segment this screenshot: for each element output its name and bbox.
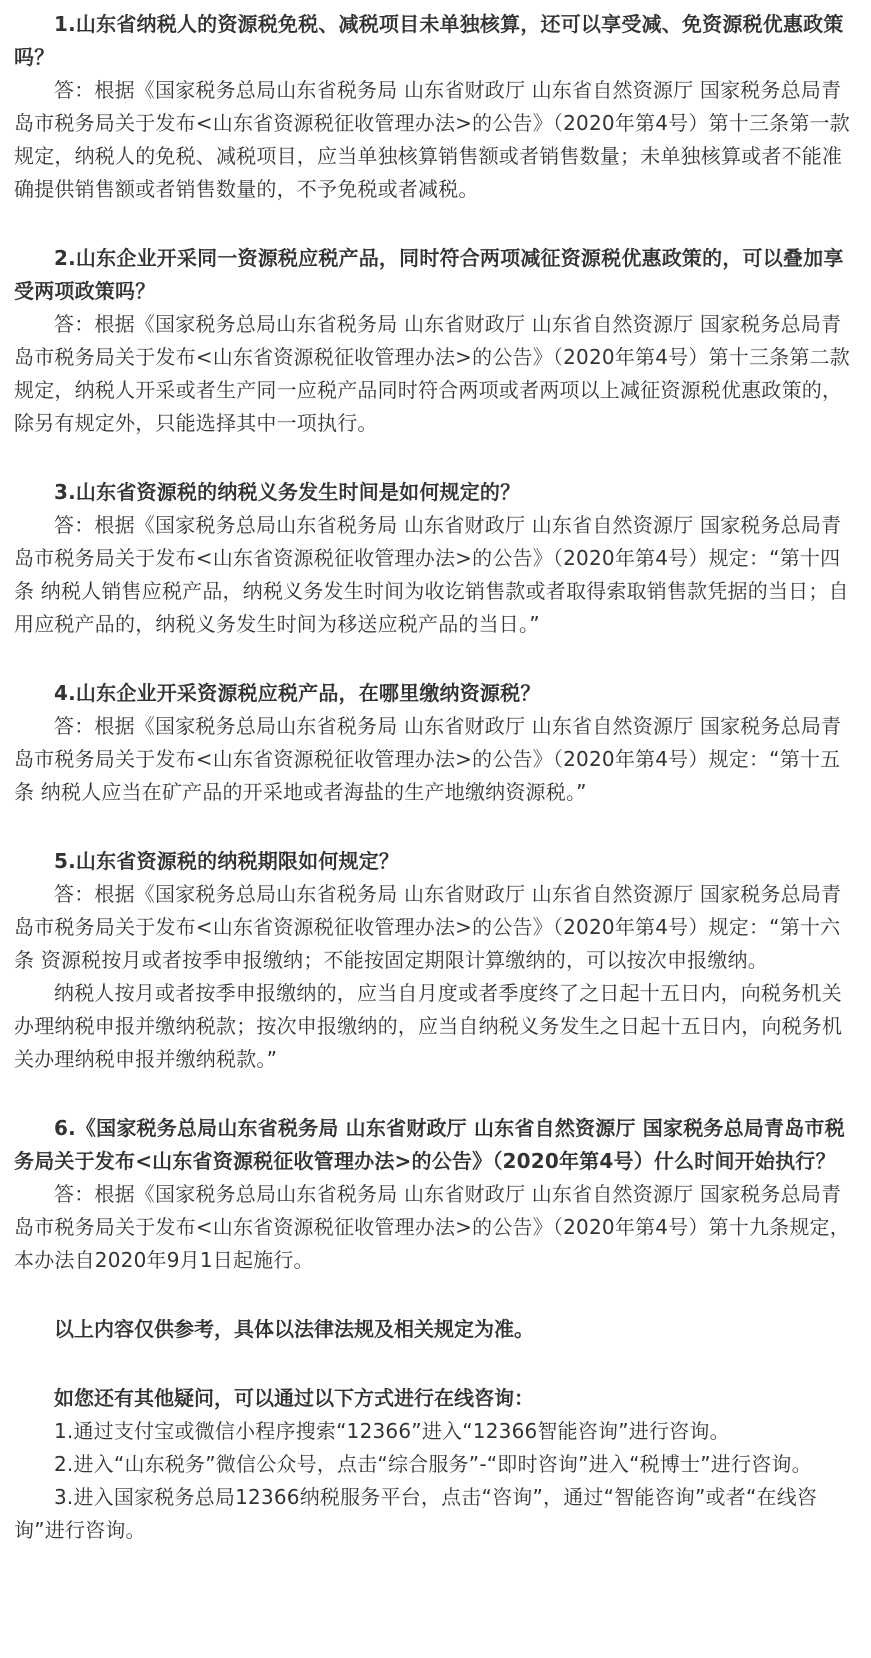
question-5: 5.山东省资源税的纳税期限如何规定？ [54,849,400,873]
answer-5-paragraph-1: 答：根据《国家税务总局山东省税务局 山东省财政厅 山东省自然资源厅 国家税务总局青岛市税务局关于发布<山东省资源税征收管理办法>的公告》（2020年第4号）规定：“第十六条 资源税按月或者按季申报缴纳；不能按固定期限计算缴纳的，可以按次申报缴纳。 [14,882,842,972]
qa-item-3 [14,476,857,641]
disclaimer-note: 以上内容仅供参考，具体以法律法规及相关规定为准。 [54,1317,534,1341]
answer-4: 答：根据《国家税务总局山东省税务局 山东省财政厅 山东省自然资源厅 国家税务总局青岛市税务局关于发布<山东省资源税征收管理办法>的公告》（2020年第4号）规定：“第十五条 纳税人应当在矿产品的开采地或者海盐的生产地缴纳资源税。” [14,714,842,804]
contact-section [14,1382,857,1547]
question-6: 6.《国家税务总局山东省税务局 山东省财政厅 山东省自然资源厅 国家税务总局青岛市税务局关于发布<山东省资源税征收管理办法>的公告》（2020年第4号）什么时间开始执行？ [14,1116,845,1173]
question-4: 4.山东企业开采资源税应税产品，在哪里缴纳资源税？ [54,681,541,705]
qa-item-4 [14,677,857,809]
contact-item-2: 2.进入“山东税务”微信公众号，点击“综合服务”-“即时咨询”进入“税博士”进行咨询。 [54,1452,812,1476]
qa-item-6 [14,1112,857,1277]
answer-1: 答：根据《国家税务总局山东省税务局 山东省财政厅 山东省自然资源厅 国家税务总局青岛市税务局关于发布<山东省资源税征收管理办法>的公告》（2020年第4号）第十三条第一款规定，纳税人的免税、减税项目，应当单独核算销售额或者销售数量；未单独核算或者不能准确提供销售额或者销售数量的，不予免税或者减税。 [14,78,850,201]
answer-6: 答：根据《国家税务总局山东省税务局 山东省财政厅 山东省自然资源厅 国家税务总局青岛市税务局关于发布<山东省资源税征收管理办法>的公告》（2020年第4号）第十九条规定，本办法自2020年9月1日起施行。 [14,1182,850,1272]
answer-2: 答：根据《国家税务总局山东省税务局 山东省财政厅 山东省自然资源厅 国家税务总局青岛市税务局关于发布<山东省资源税征收管理办法>的公告》（2020年第4号）第十三条第二款规定，纳税人开采或者生产同一应税产品同时符合两项或者两项以上减征资源税优惠政策的，除另有规定外，只能选择其中一项执行。 [14,312,850,435]
answer-3: 答：根据《国家税务总局山东省税务局 山东省财政厅 山东省自然资源厅 国家税务总局青岛市税务局关于发布<山东省资源税征收管理办法>的公告》（2020年第4号）规定：“第十四条 纳税人销售应税产品，纳税义务发生时间为收讫销售款或者取得索取销售款凭据的当日；自用应税产品的，纳税义务发生时间为移送应税产品的当日。” [14,513,849,636]
contact-title: 如您还有其他疑问，可以通过以下方式进行在线咨询： [54,1386,534,1410]
contact-item-1: 1.通过支付宝或微信小程序搜索“12366”进入“12366智能咨询”进行咨询。 [54,1419,730,1443]
qa-item-5 [14,845,857,1076]
qa-item-2 [14,242,857,440]
answer-5-paragraph-2: 纳税人按月或者按季申报缴纳的，应当自月度或者季度终了之日起十五日内，向税务机关办理纳税申报并缴纳税款；按次申报缴纳的，应当自纳税义务发生之日起十五日内，向税务机关办理纳税申报并缴纳税款。” [14,981,843,1071]
question-3: 3.山东省资源税的纳税义务发生时间是如何规定的？ [54,480,521,504]
question-2: 2.山东企业开采同一资源税应税产品，同时符合两项减征资源税优惠政策的，可以叠加享受两项政策吗？ [14,246,844,303]
contact-item-3: 3.进入国家税务总局12366纳税服务平台，点击“咨询”，通过“智能咨询”或者“在线咨询”进行咨询。 [14,1485,818,1542]
qa-item-1 [14,8,857,206]
question-1: 1.山东省纳税人的资源税免税、减税项目未单独核算，还可以享受减、免资源税优惠政策吗？ [14,12,844,69]
